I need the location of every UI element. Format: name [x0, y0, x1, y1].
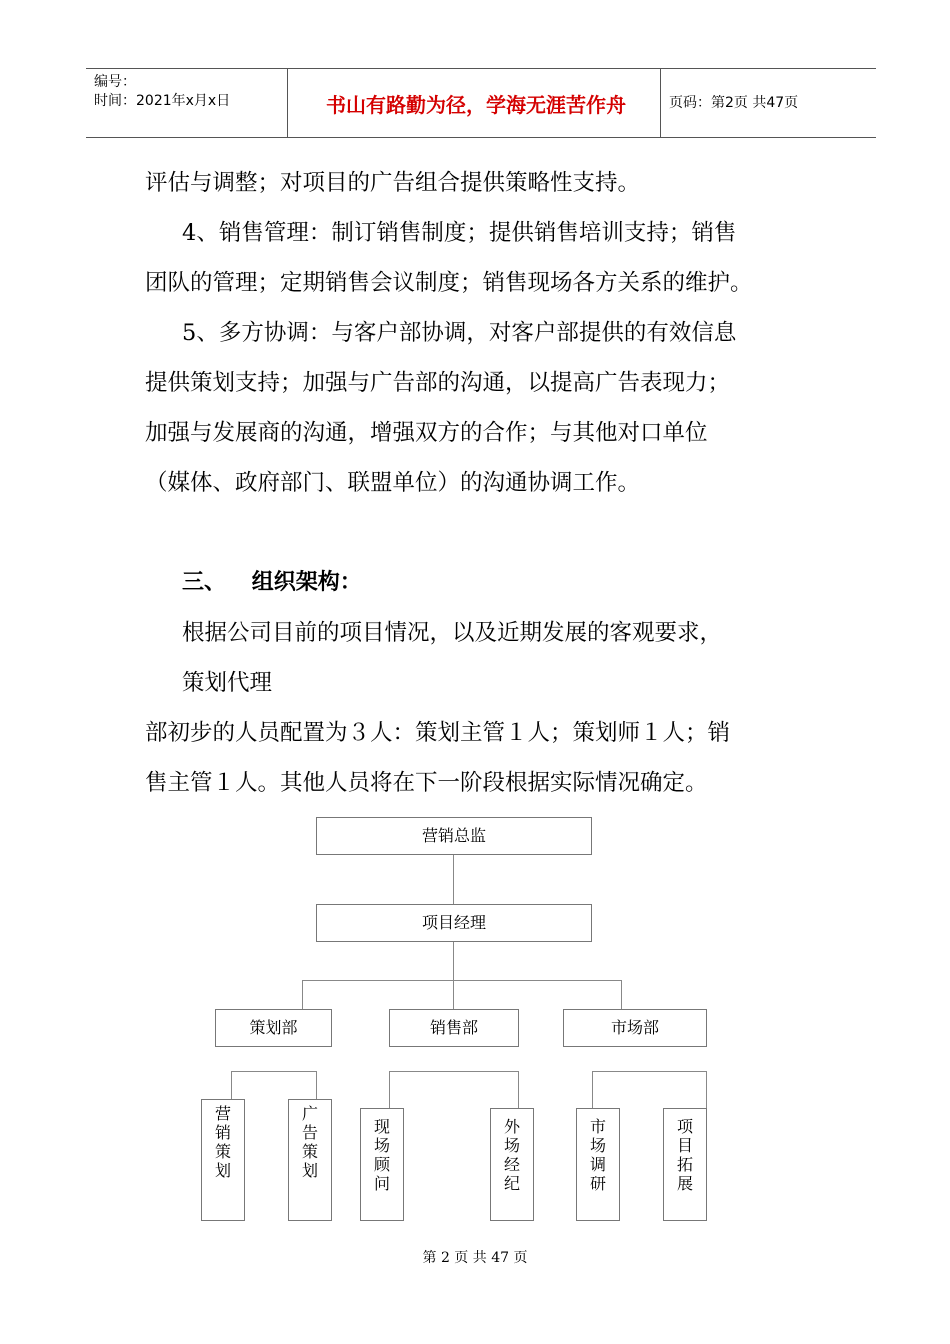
page-header — [86, 68, 876, 138]
org-node-top — [316, 817, 592, 855]
body-line: 售主管１人。其他人员将在下一阶段根据实际情况确定。 — [145, 770, 708, 796]
org-node-label: 营销总监 — [421, 826, 486, 845]
connector-line — [302, 980, 303, 1010]
body-line: 4、销售管理：制订销售制度；提供销售培训支持；销售 — [182, 220, 737, 246]
org-node-label: 营销策划 — [214, 1104, 231, 1180]
body-line: 加强与发展商的沟通，增强双方的合作；与其他对口单位 — [145, 420, 708, 446]
connector-line — [453, 855, 454, 905]
connector-line — [592, 1071, 707, 1072]
connector-line — [389, 1071, 390, 1108]
connector-line — [316, 1071, 317, 1100]
org-node-label: 外场经纪 — [503, 1117, 520, 1193]
org-node-role — [288, 1099, 332, 1221]
org-node-department — [563, 1009, 707, 1047]
header-motto: 书山有路勤为径，学海无涯苦作舟 — [326, 93, 626, 117]
connector-line — [518, 1071, 519, 1108]
body-line: 策划代理 — [182, 670, 273, 696]
body-line: 5、多方协调：与客户部协调，对客户部提供的有效信息 — [182, 320, 737, 346]
connector-line — [453, 980, 454, 1010]
body-line: 团队的管理；定期销售会议制度；销售现场各方关系的维护。 — [145, 270, 753, 296]
org-node-role — [201, 1099, 245, 1221]
org-node-label: 市场调研 — [589, 1117, 606, 1193]
page-footer: 第 2 页 共 47 页 — [422, 1250, 528, 1266]
org-node-manager — [316, 904, 592, 942]
org-node-label: 现场顾问 — [373, 1117, 390, 1193]
section-heading — [182, 568, 362, 598]
connector-line — [231, 1071, 232, 1100]
body-line: 部初步的人员配置为３人：策划主管１人；策划师１人；销 — [145, 720, 731, 746]
connector-line — [706, 1071, 707, 1108]
org-node-role — [490, 1108, 534, 1221]
org-node-department — [389, 1009, 519, 1047]
section-number: 三、 — [182, 570, 227, 595]
connector-line — [302, 980, 622, 981]
number-label: 编号： — [94, 74, 136, 90]
org-node-label: 广告策划 — [301, 1104, 318, 1180]
body-line: 根据公司目前的项目情况，以及近期发展的客观要求， — [182, 620, 723, 646]
body-line: 提供策划支持；加强与广告部的沟通，以提高广告表现力； — [145, 370, 731, 396]
org-node-label: 市场部 — [610, 1018, 659, 1037]
connector-line — [389, 1071, 519, 1072]
header-divider — [287, 69, 288, 137]
connector-line — [453, 941, 454, 980]
org-node-label: 项目拓展 — [676, 1117, 693, 1193]
connector-line — [592, 1071, 593, 1108]
connector-line — [621, 980, 622, 1010]
header-meta — [94, 73, 230, 111]
header-page-label: 页码：第2页 共47页 — [669, 95, 799, 111]
body-line: 评估与调整；对项目的广告组合提供策略性支持。 — [145, 170, 641, 196]
time-label: 时间：2021年x月x日 — [94, 93, 231, 109]
org-node-department — [215, 1009, 332, 1047]
org-node-role — [576, 1108, 620, 1221]
connector-line — [231, 1071, 317, 1072]
org-node-role — [360, 1108, 404, 1221]
org-node-label: 销售部 — [429, 1018, 478, 1037]
org-node-label: 项目经理 — [421, 913, 486, 932]
org-node-role — [663, 1108, 707, 1221]
body-line: （媒体、政府部门、联盟单位）的沟通协调工作。 — [145, 470, 641, 496]
org-node-label: 策划部 — [249, 1018, 298, 1037]
section-title: 组织架构： — [251, 570, 362, 595]
